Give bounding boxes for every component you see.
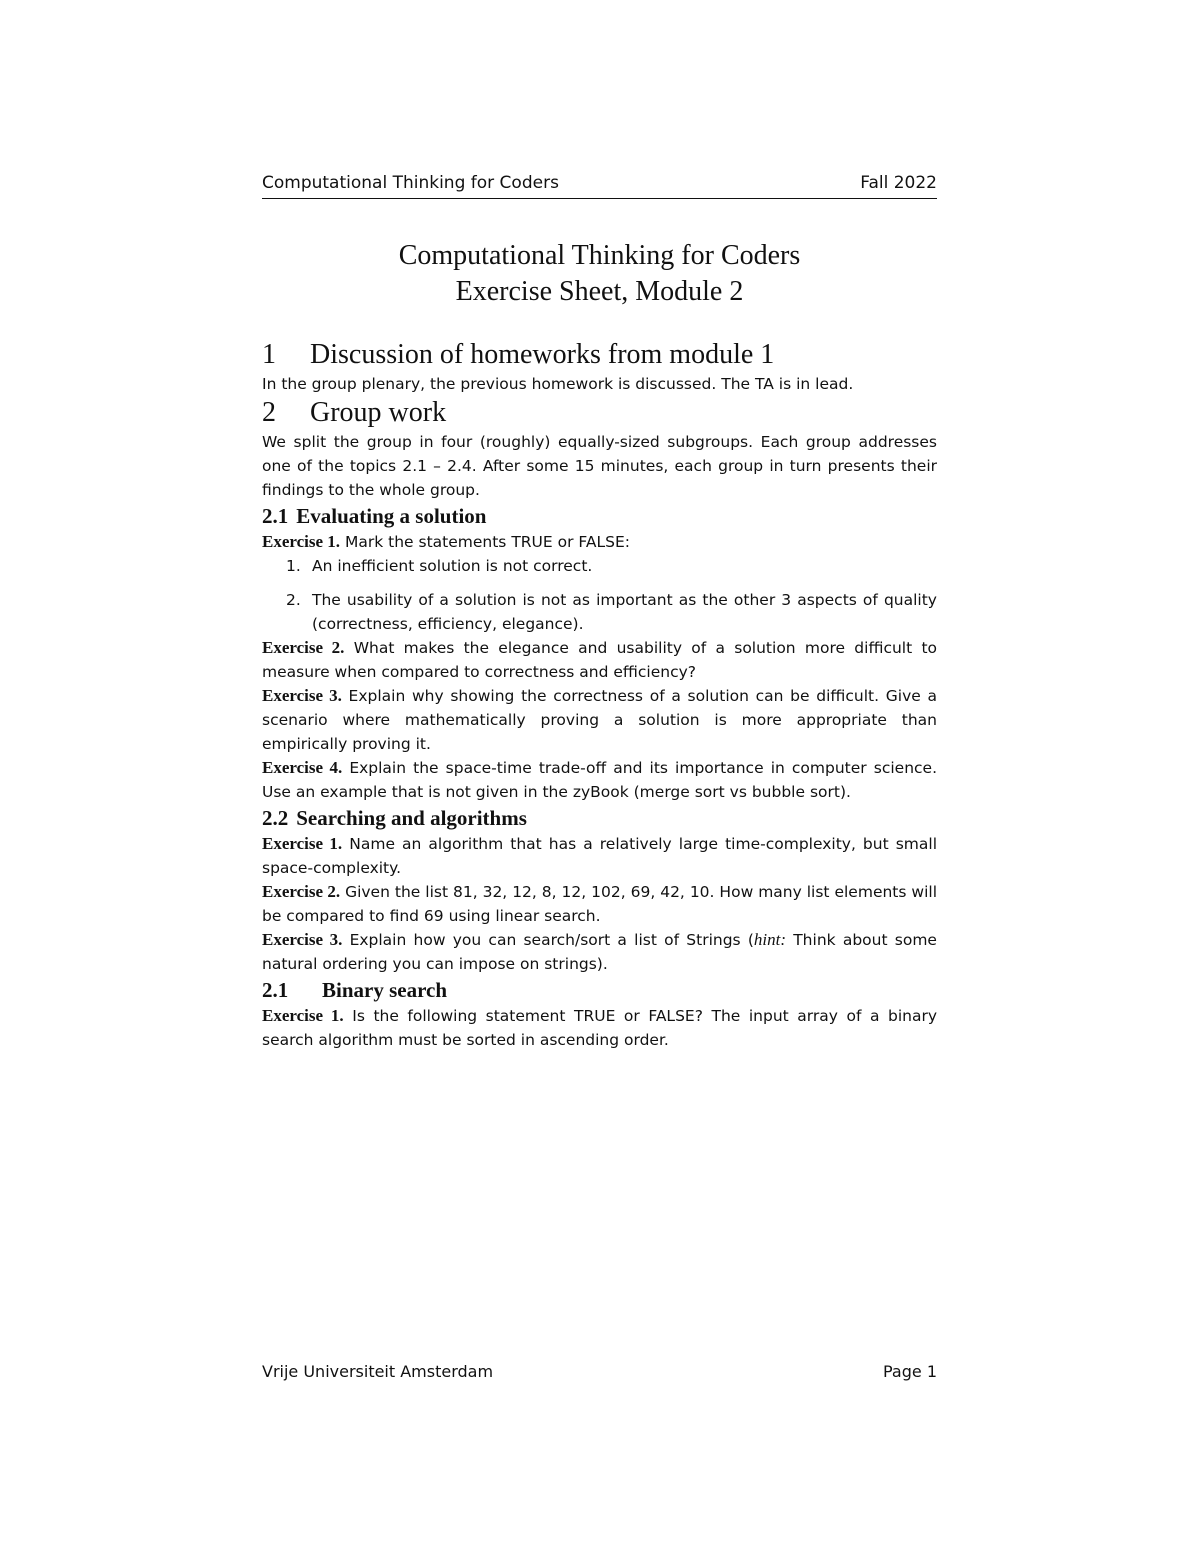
exercise-paragraph (262, 1004, 937, 1052)
title-line-1: Computational Thinking for Coders (398, 240, 801, 271)
subsection-title: Searching and algorithms (296, 806, 527, 830)
list-item-text: An inefficient solution is not correct. (312, 557, 593, 575)
section-1-paragraph: In the group plenary, the previous homework is discussed. The TA is in lead. (262, 375, 854, 393)
exercise-paragraph (262, 880, 937, 928)
list-item (262, 554, 937, 578)
exercise-text: Name an algorithm that has a relatively large time-complexity, but small space-complexity. (262, 835, 938, 877)
subsection-number: 2.2 (262, 806, 289, 830)
section-1-heading (262, 338, 937, 372)
subsection-binary-search-heading (262, 976, 937, 1004)
exercise-paragraph (262, 684, 937, 756)
list-item-text: The usability of a solution is not as important as the other 3 aspects of quality (correctness, efficiency, elegance). (312, 591, 937, 633)
exercise-paragraph (262, 530, 937, 554)
exercise-text: Is the following statement TRUE or FALSE? The input array of a binary search algorithm must be sorted in ascending order. (262, 1007, 938, 1049)
hint-label: hint: (753, 930, 786, 949)
section-2-heading (262, 396, 937, 430)
running-header (262, 172, 937, 199)
document-page (262, 0, 937, 1553)
exercise-paragraph (262, 928, 937, 976)
exercise-label: Exercise 1. (262, 532, 341, 551)
list-item (262, 588, 937, 636)
exercise-text: Explain how you can search/sort a list of Strings ( (349, 931, 754, 949)
exercise-text: Think about some natural ordering you can impose on strings). (262, 931, 937, 973)
exercise-text: What makes the elegance and usability of a solution more difficult to measure when compared to correctness and efficiency? (262, 639, 938, 681)
section-number: 1 (262, 339, 276, 370)
header-term: Fall 2022 (860, 173, 937, 193)
subsection-title: Evaluating a solution (296, 504, 487, 528)
section-number: 2 (262, 397, 276, 428)
section-2-paragraph: We split the group in four (roughly) equally-sized subgroups. Each group addresses one of the topics 2.1 – 2.4. After some 15 minutes, each group in turn presents their findings to the whole group. (262, 433, 937, 499)
subsection-title: Binary search (322, 978, 448, 1002)
list-marker: 1. (286, 557, 301, 575)
exercise-label: Exercise 1. (262, 834, 343, 853)
title-line-2: Exercise Sheet, Module 2 (455, 276, 744, 307)
exercise-label: Exercise 1. (262, 1006, 344, 1025)
exercise-paragraph (262, 756, 937, 804)
exercise-label: Exercise 4. (262, 758, 343, 777)
exercise-text: Explain why showing the correctness of a solution can be difficult. Give a scenario where mathematically proving a solution is more appropriate than empirically proving it. (262, 687, 937, 753)
exercise-label: Exercise 2. (262, 882, 341, 901)
subsection-number: 2.1 (262, 978, 289, 1002)
exercise-label: Exercise 2. (262, 638, 345, 657)
statement-list (262, 554, 937, 636)
document-title (262, 238, 937, 310)
exercise-label: Exercise 3. (262, 686, 342, 705)
section-title: Discussion of homeworks from module 1 (310, 339, 775, 370)
exercise-label: Exercise 3. (262, 930, 343, 949)
header-course-name: Computational Thinking for Coders (262, 173, 559, 193)
exercise-text: Explain the space-time trade-off and its importance in computer science. Use an example that is not given in the zyBook (merge sort vs bubble sort). (262, 759, 937, 801)
subsection-number: 2.1 (262, 504, 289, 528)
exercise-text: Given the list 81, 32, 12, 8, 12, 102, 69, 42, 10. How many list elements will be compared to find 69 using linear search. (262, 883, 938, 925)
exercise-text: Mark the statements TRUE or FALSE: (345, 533, 630, 551)
footer-institution: Vrije Universiteit Amsterdam (262, 1362, 494, 1381)
subsection-2-2-heading (262, 804, 937, 832)
section-title: Group work (310, 397, 447, 428)
page-number: Page 1 (883, 1362, 937, 1381)
document-body (262, 338, 937, 1052)
exercise-paragraph (262, 636, 937, 684)
list-marker: 2. (286, 591, 301, 609)
subsection-2-1-heading (262, 502, 937, 530)
exercise-paragraph (262, 832, 937, 880)
